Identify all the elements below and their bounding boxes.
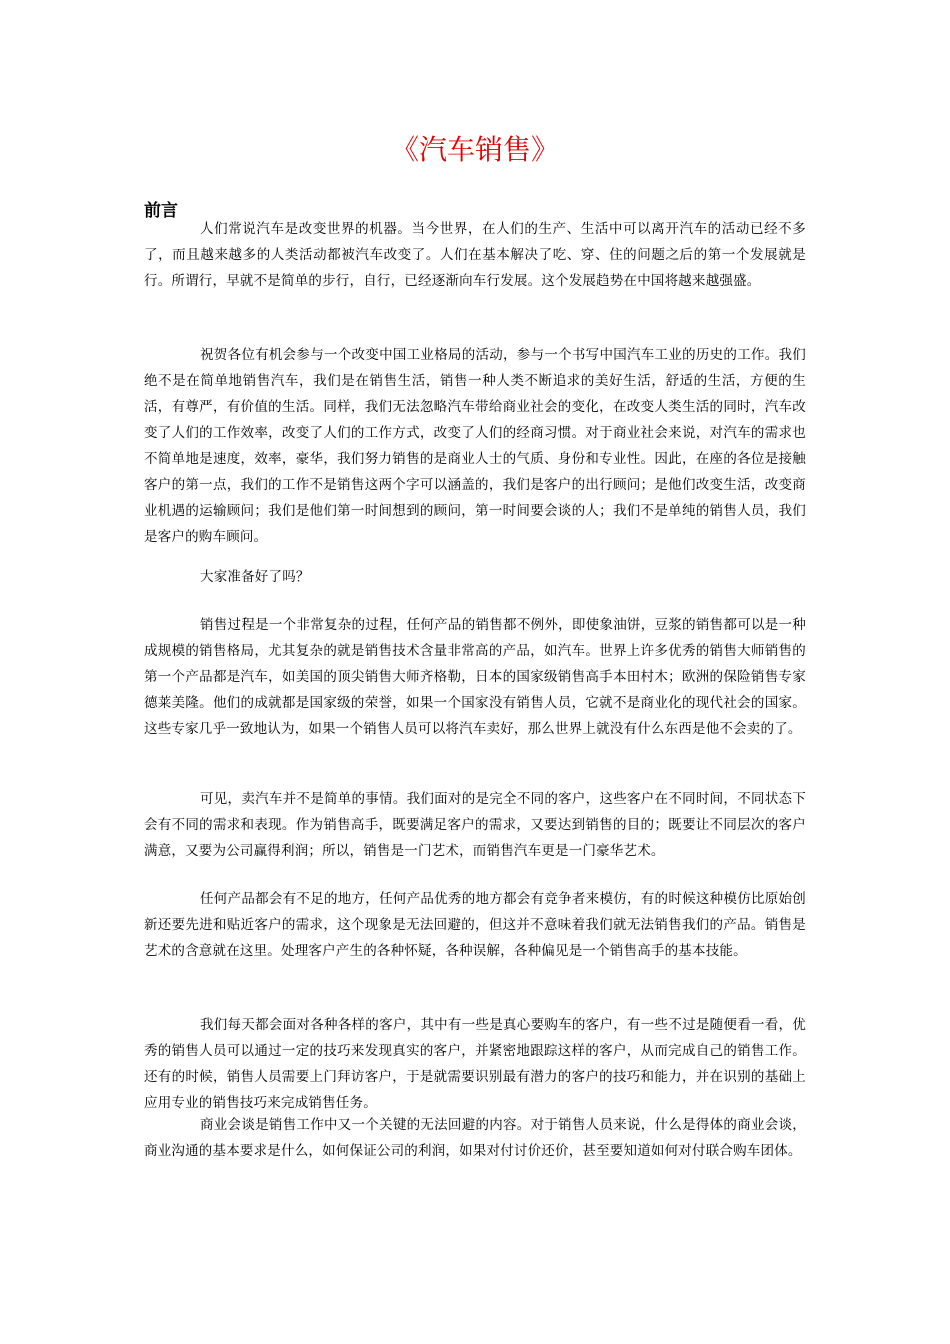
section-heading-preface: 前言 [144, 201, 178, 221]
paragraph: 人们常说汽车是改变世界的机器。当今世界，在人们的生产、生活中可以离开汽车的活动已经不多了，而且越来越多的人类活动都被汽车改变了。人们在基本解决了吃、穿、住的问题之后的第一个发展就是行。所谓行，早就不是简单的步行，自行，已经逐渐向车行发展。这个发展趋势在中国将越来越强盛。 [144, 221, 806, 289]
paragraph: 可见，卖汽车并不是简单的事情。我们面对的是完全不同的客户，这些客户在不同时间，不同状态下会有不同的需求和表现。作为销售高手，既要满足客户的需求，又要达到销售的目的；既要让不同层次的客户满意，又要为公司赢得利润；所以，销售是一门艺术，而销售汽车更是一门豪华艺术。 [144, 791, 806, 859]
paragraph: 大家准备好了吗？ [200, 569, 310, 585]
paragraph: 商业会谈是销售工作中又一个关键的无法回避的内容。对于销售人员来说，什么是得体的商业会谈，商业沟通的基本要求是什么，如何保证公司的利润，如果对付讨价还价，甚至要知道如何对付联合购车团体。 [144, 1117, 806, 1159]
paragraph: 任何产品都会有不足的地方，任何产品优秀的地方都会有竞争者来模仿，有的时候这种模仿比原始创新还要先进和贴近客户的需求，这个现象是无法回避的，但这并不意味着我们就无法销售我们的产品。销售是艺术的含意就在这里。处理客户产生的各种怀疑，各种误解，各种偏见是一个销售高手的基本技能。 [144, 891, 806, 959]
paragraph: 祝贺各位有机会参与一个改变中国工业格局的活动，参与一个书写中国汽车工业的历史的工作。我们绝不是在简单地销售汽车，我们是在销售生活，销售一种人类不断追求的美好生活，舒适的生活，方便的生活，有尊严，有价值的生活。同样，我们无法忽略汽车带给商业社会的变化，在改变人类生活的同时，汽车改变了人们的工作效率，改变了人们的工作方式，改变了人们的经商习惯。对于商业社会来说，对汽车的需求也不简单地是速度，效率，豪华，我们努力销售的是商业人士的气质、身份和专业性。因此，在座的各位是接触客户的第一点，我们的工作不是销售这两个字可以涵盖的，我们是客户的出行顾问；是他们改变生活，改变商业机遇的运输顾问；我们是他们第一时间想到的顾问，第一时间要会谈的人；我们不是单纯的销售人员，我们是客户的购车顾问。 [144, 347, 806, 545]
document-title: 《汽车销售》 [390, 133, 559, 166]
paragraph: 销售过程是一个非常复杂的过程，任何产品的销售都不例外，即使象油饼，豆浆的销售都可以是一种成规模的销售格局，尤其复杂的就是销售技术含量非常高的产品，如汽车。世界上许多优秀的销售大师销售的第一个产品都是汽车，如美国的顶尖销售大师齐格勒，日本的国家级销售高手本田村木；欧洲的保险销售专家德莱美隆。他们的成就都是国家级的荣誉，如果一个国家没有销售人员，它就不是商业化的现代社会的国家。这些专家几乎一致地认为，如果一个销售人员可以将汽车卖好，那么世界上就没有什么东西是他不会卖的了。 [144, 617, 806, 737]
paragraph: 我们每天都会面对各种各样的客户，其中有一些是真心要购车的客户，有一些不过是随便看一看，优秀的销售人员可以通过一定的技巧来发现真实的客户，并紧密地跟踪这样的客户，从而完成自己的销售工作。还有的时候，销售人员需要上门拜访客户，于是就需要识别最有潜力的客户的技巧和能力，并在识别的基础上应用专业的销售技巧来完成销售任务。 [144, 1017, 806, 1111]
